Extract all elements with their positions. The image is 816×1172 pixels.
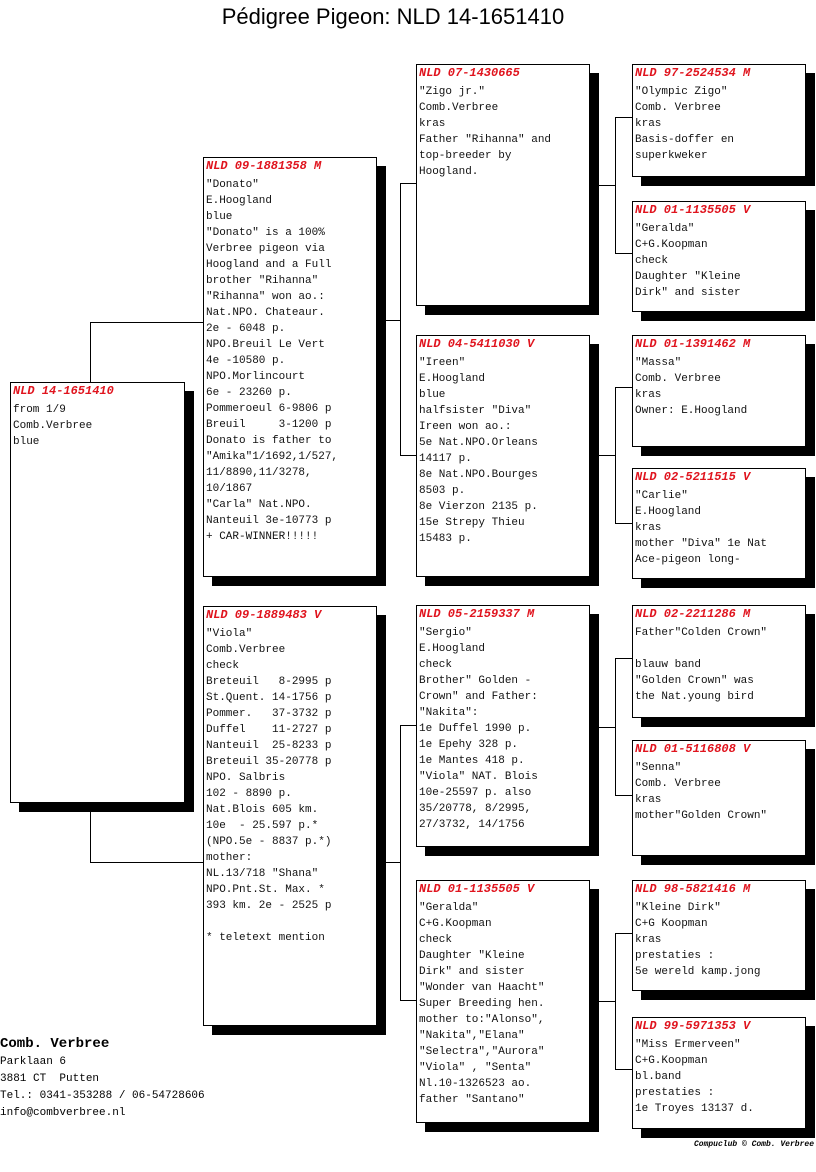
connector-line — [377, 862, 400, 863]
connector-line — [400, 1000, 416, 1001]
pigeon-info-line: Breteuil 35-20778 p — [206, 756, 332, 768]
connector-line — [377, 320, 400, 321]
pigeon-info-line: 10/1867 — [206, 483, 253, 495]
pigeon-card-sire-sire-dam[interactable] — [632, 201, 806, 312]
connector-line — [590, 727, 615, 728]
pigeon-info-line: Breuil 3-1200 p — [206, 419, 332, 431]
connector-line — [90, 322, 91, 382]
pigeon-info-line: St.Quent. 14-1756 p — [206, 692, 332, 704]
pigeon-info-line: mother: — [206, 852, 253, 864]
page-title: Pédigree Pigeon: NLD 14-1651410 — [221, 4, 565, 29]
ring-number: NLD 09-1889483 V — [206, 608, 322, 622]
pigeon-card-sire-dam-sire[interactable] — [632, 335, 806, 447]
pigeon-card-dam-dam[interactable] — [416, 880, 590, 1123]
pigeon-card-dam-sire-dam[interactable] — [632, 740, 806, 856]
pigeon-info-line: Nanteuil 25-8233 p — [206, 740, 332, 752]
pigeon-info-line: kras — [635, 522, 662, 534]
pigeon-info-line: Comb. Verbree — [635, 778, 721, 790]
pigeon-info-line: Brother" Golden - — [419, 675, 532, 687]
pigeon-info-line: mother "Diva" 1e Nat — [635, 538, 768, 550]
pigeon-card-sire-sire[interactable] — [416, 64, 590, 306]
pigeon-info-line: 27/3732, 14/1756 — [419, 819, 525, 831]
pigeon-info-line: 8e Nat.NPO.Bourges — [419, 469, 538, 481]
pigeon-info-line: blue — [13, 436, 40, 448]
owner-name: Comb. Verbree — [0, 1036, 110, 1052]
pigeon-card-sire-dam-dam[interactable] — [632, 468, 806, 579]
pigeon-info-line: Daughter "Kleine — [419, 950, 525, 962]
pigeon-info-line: 102 - 8890 p. — [206, 788, 292, 800]
pigeon-info-line: NPO.Pnt.St. Max. * — [206, 884, 325, 896]
pigeon-info-line: Pommer. 37-3732 p — [206, 708, 332, 720]
connector-line — [615, 117, 616, 253]
ring-number: NLD 01-1391462 M — [635, 337, 751, 351]
pigeon-info-line: 2e - 6048 p. — [206, 323, 286, 335]
pigeon-info-line: the Nat.young bird — [635, 691, 754, 703]
pigeon-info-line: 5e wereld kamp.jong — [635, 966, 761, 978]
connector-line — [400, 183, 416, 184]
pigeon-info-line: Donato is father to — [206, 435, 332, 447]
pigeon-info-line: E.Hoogland — [419, 643, 486, 655]
pigeon-info-line: 1e Epehy 328 p. — [419, 739, 519, 751]
pigeon-info-line: Nat.NPO. Chateaur. — [206, 307, 325, 319]
pigeon-info-line: "Wonder van Haacht" — [419, 982, 545, 994]
pigeon-card-dam-dam-dam[interactable] — [632, 1017, 806, 1129]
pigeon-info-line: "Selectra","Aurora" — [419, 1046, 545, 1058]
connector-line — [615, 1069, 632, 1070]
pigeon-info-line: C+G Koopman — [635, 918, 708, 930]
pigeon-info-line: "Geralda" — [419, 902, 479, 914]
pigeon-info-line: blue — [206, 211, 233, 223]
pigeon-info-line: NPO.Breuil Le Vert — [206, 339, 325, 351]
pigeon-info-line: 393 km. 2e - 2525 p — [206, 900, 332, 912]
ring-number: NLD 05-2159337 M — [419, 607, 535, 621]
pigeon-info-line: "Massa" — [635, 357, 682, 369]
pigeon-info-line: "Viola" — [206, 628, 253, 640]
pigeon-info-line: Comb. Verbree — [635, 102, 721, 114]
pigeon-card-sire[interactable] — [203, 157, 377, 577]
pigeon-info-line: "Geralda" — [635, 223, 695, 235]
pigeon-info-line: 10e - 25.597 p.* — [206, 820, 319, 832]
pigeon-info-line: "Carlie" — [635, 490, 688, 502]
pigeon-info-line: Crown" and Father: — [419, 691, 538, 703]
pigeon-card-dam-dam-sire[interactable] — [632, 880, 806, 991]
pigeon-info-line: Comb.Verbree — [419, 102, 499, 114]
connector-line — [615, 658, 616, 795]
pigeon-info-line — [635, 641, 803, 657]
pigeon-info-line: kras — [635, 389, 662, 401]
pigeon-info-line: "Golden Crown" was — [635, 675, 754, 687]
connector-line — [615, 795, 632, 796]
ring-number: NLD 07-1430665 — [419, 66, 520, 80]
ring-number: NLD 01-1135505 V — [635, 203, 751, 217]
pigeon-info-line: "Zigo jr." — [419, 86, 486, 98]
connector-line — [615, 117, 632, 118]
pigeon-info-line: "Ireen" — [419, 357, 466, 369]
pigeon-info-line: 10e-25597 p. also — [419, 787, 532, 799]
pigeon-info-line: brother "Rihanna" — [206, 275, 319, 287]
pigeon-info-line: Pommeroeul 6-9806 p — [206, 403, 332, 415]
pigeon-card-dam[interactable] — [203, 606, 377, 1026]
owner-email[interactable]: info@combverbree.nl — [0, 1107, 126, 1119]
pigeon-info-line: C+G.Koopman — [419, 918, 492, 930]
pigeon-info-line: kras — [635, 934, 662, 946]
pigeon-card-subject[interactable] — [10, 382, 185, 803]
pigeon-info-line: Verbree pigeon via — [206, 243, 325, 255]
connector-line — [90, 862, 203, 863]
pigeon-info-line: from 1/9 — [13, 404, 66, 416]
connector-line — [400, 725, 401, 1001]
pigeon-info-line: E.Hoogland — [419, 373, 486, 385]
pigeon-info-line: Hoogland and a Full — [206, 259, 332, 271]
pigeon-info-line: 15483 p. — [419, 533, 472, 545]
pigeon-info-line: 8503 p. — [419, 485, 466, 497]
pigeon-info-line: "Miss Ermerveen" — [635, 1039, 741, 1051]
ring-number: NLD 98-5821416 M — [635, 882, 751, 896]
pigeon-info-line: Father"Colden Crown" — [635, 627, 768, 639]
pigeon-info-line: "Kleine Dirk" — [635, 902, 721, 914]
ring-number: NLD 01-5116808 V — [635, 742, 751, 756]
connector-line — [400, 183, 401, 455]
pigeon-info-line: "Sergio" — [419, 627, 472, 639]
owner-info — [0, 1034, 205, 1122]
pigeon-info-line: check — [419, 659, 453, 671]
connector-line — [615, 387, 616, 523]
pigeon-info-line: check — [419, 934, 453, 946]
pigeon-info-line: top-breeder by — [419, 150, 512, 162]
pigeon-info-line: "Donato" is a 100% — [206, 227, 325, 239]
connector-line — [615, 933, 632, 934]
pigeon-info-line: Owner: E.Hoogland — [635, 405, 748, 417]
pigeon-info-line: Duffel 11-2727 p — [206, 724, 332, 736]
pigeon-info-line: kras — [419, 118, 446, 130]
pigeon-info-line: prestaties : — [635, 950, 715, 962]
pigeon-card-dam-sire[interactable] — [416, 605, 590, 847]
connector-line — [615, 933, 616, 1069]
pigeon-info-line: Dirk" and sister — [419, 966, 525, 978]
pigeon-info-line: 15e Strepy Thieu — [419, 517, 525, 529]
connector-line — [590, 185, 615, 186]
pigeon-info-line: NPO. Salbris — [206, 772, 286, 784]
pigeon-info-line: superkweker — [635, 150, 708, 162]
pigeon-info-line: check — [206, 660, 240, 672]
pigeon-info-line: halfsister "Diva" — [419, 405, 532, 417]
connector-line — [590, 455, 615, 456]
pigeon-info-line: mother to:"Alonso", — [419, 1014, 545, 1026]
pigeon-info-line: Ireen won ao.: — [419, 421, 512, 433]
pigeon-info-line: "Donato" — [206, 179, 259, 191]
pigeon-info-line: "Carla" Nat.NPO. — [206, 499, 312, 511]
pigeon-info-line: prestaties : — [635, 1087, 715, 1099]
pigeon-info-line: Nl.10-1326523 ao. — [419, 1078, 532, 1090]
pigeon-info-line: 4e -10580 p. — [206, 355, 286, 367]
connector-line — [615, 523, 632, 524]
pigeon-info-line: Basis-doffer en — [635, 134, 735, 146]
pigeon-info-line: kras — [635, 794, 662, 806]
connector-line — [90, 803, 91, 863]
ring-number: NLD 04-5411030 V — [419, 337, 535, 351]
ring-number: NLD 99-5971353 V — [635, 1019, 751, 1033]
connector-line — [90, 322, 203, 323]
pigeon-info-line: Comb.Verbree — [206, 644, 286, 656]
pigeon-card-sire-dam[interactable] — [416, 335, 590, 577]
pigeon-info-line: "Senna" — [635, 762, 682, 774]
pigeon-info-line: bl.band — [635, 1071, 682, 1083]
pigeon-info-line: 35/20778, 8/2995, — [419, 803, 532, 815]
connector-line — [400, 725, 416, 726]
pigeon-info-line: 11/8890,11/3278, — [206, 467, 312, 479]
pigeon-info-line: check — [635, 255, 669, 267]
pigeon-info-line: (NPO.5e - 8837 p.*) — [206, 836, 332, 848]
pigeon-info-line: father "Santano" — [419, 1094, 525, 1106]
connector-line — [615, 658, 632, 659]
pigeon-info-line: "Rihanna" won ao.: — [206, 291, 325, 303]
pigeon-info-line: mother"Golden Crown" — [635, 810, 768, 822]
pigeon-info-line: Father "Rihanna" and — [419, 134, 552, 146]
pigeon-card-sire-sire-sire[interactable] — [632, 64, 806, 177]
ring-number: NLD 02-2211286 M — [635, 607, 751, 621]
pigeon-info-line: Super Breeding hen. — [419, 998, 545, 1010]
pigeon-info-line: 8e Vierzon 2135 p. — [419, 501, 538, 513]
pigeon-info-line: C+G.Koopman — [635, 1055, 708, 1067]
pigeon-info-line: "Amika"1/1692,1/527, — [206, 451, 339, 463]
pigeon-info-line: * teletext mention — [206, 932, 325, 944]
connector-line — [590, 1001, 615, 1002]
pigeon-info-line: NPO.Morlincourt — [206, 371, 306, 383]
pigeon-info-line: 6e - 23260 p. — [206, 387, 292, 399]
pigeon-info-line: 1e Duffel 1990 p. — [419, 723, 532, 735]
pigeon-info-line: 5e Nat.NPO.Orleans — [419, 437, 538, 449]
connector-line — [400, 455, 416, 456]
pigeon-info-line: C+G.Koopman — [635, 239, 708, 251]
pigeon-info-line: Hoogland. — [419, 166, 479, 178]
pigeon-info-line: blue — [419, 389, 446, 401]
pigeon-info-line: Comb. Verbree — [635, 373, 721, 385]
connector-line — [615, 387, 632, 388]
pigeon-info-line: E.Hoogland — [206, 195, 273, 207]
credit-text: Compuclub © Comb. Verbree — [693, 1140, 814, 1149]
pigeon-info-line: "Olympic Zigo" — [635, 86, 728, 98]
pigeon-info-line: blauw band — [635, 659, 702, 671]
pigeon-info-line: Comb.Verbree — [13, 420, 93, 432]
pigeon-info-line: "Nakita": — [419, 707, 479, 719]
pigeon-info-line: Nat.Blois 605 km. — [206, 804, 319, 816]
pigeon-info-line: 14117 p. — [419, 453, 472, 465]
ring-number: NLD 02-5211515 V — [635, 470, 751, 484]
pigeon-info-line: 1e Mantes 418 p. — [419, 755, 525, 767]
pigeon-info-line: Daughter "Kleine — [635, 271, 741, 283]
pigeon-info-line: Breteuil 8-2995 p — [206, 676, 332, 688]
pigeon-info-line: + CAR-WINNER!!!!! — [206, 531, 319, 543]
pigeon-info-line: "Viola" , "Senta" — [419, 1062, 532, 1074]
pigeon-info-line: "Nakita","Elana" — [419, 1030, 525, 1042]
owner-city: 3881 CT Putten — [0, 1073, 100, 1085]
pigeon-info-line: kras — [635, 118, 662, 130]
ring-number: NLD 97-2524534 M — [635, 66, 751, 80]
pigeon-info-line: "Viola" NAT. Blois — [419, 771, 538, 783]
pigeon-info-line: Ace-pigeon long- — [635, 554, 741, 566]
owner-address: Parklaan 6 — [0, 1056, 67, 1068]
owner-phone: Tel.: 0341-353288 / 06-54728606 — [0, 1090, 205, 1102]
ring-number: NLD 09-1881358 M — [206, 159, 322, 173]
pigeon-info-line — [206, 914, 374, 930]
pigeon-info-line: 1e Troyes 13137 d. — [635, 1103, 754, 1115]
pigeon-info-line: Dirk" and sister — [635, 287, 741, 299]
ring-number: NLD 14-1651410 — [13, 384, 114, 398]
pigeon-info-line: Nanteuil 3e-10773 p — [206, 515, 332, 527]
connector-line — [615, 253, 632, 254]
pigeon-info-line: E.Hoogland — [635, 506, 702, 518]
ring-number: NLD 01-1135505 V — [419, 882, 535, 896]
pigeon-info-line: NL.13/718 "Shana" — [206, 868, 319, 880]
pigeon-card-dam-sire-sire[interactable] — [632, 605, 806, 718]
